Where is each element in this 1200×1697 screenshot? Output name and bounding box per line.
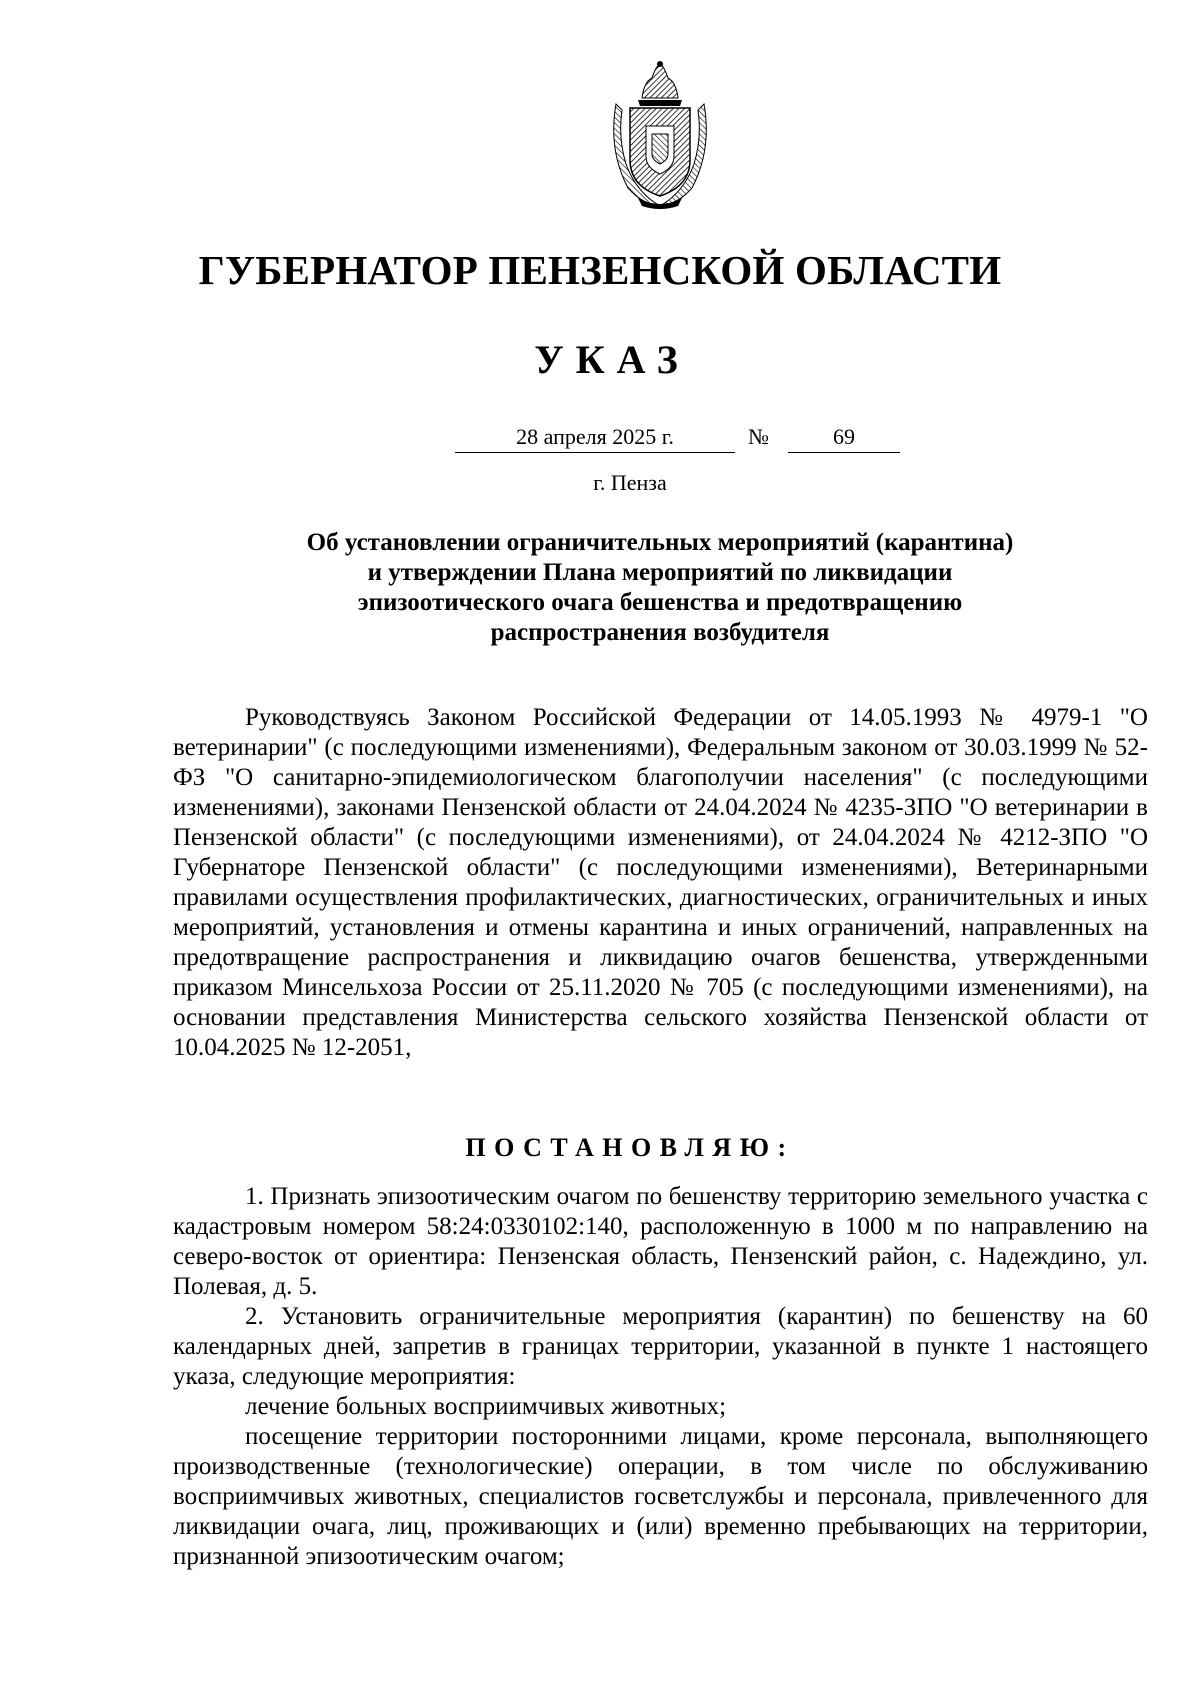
document-date: 28 апреля 2025 г. bbox=[455, 424, 735, 453]
coat-of-arms-emblem bbox=[608, 60, 712, 210]
item-paragraph: лечение больных восприимчивых животных; bbox=[245, 1393, 727, 1420]
document-city: г. Пенза bbox=[593, 470, 667, 495]
item-paragraph: посещение территории посторонними лицами, кроме персонала, выполняющего производственные (технологические) операции, в том числе по обслуживанию восприимчивых животных, специалистов госветслужбы и персонала, привлеченного для ликвидации очага, лиц, проживающих и (или) временно пребывающих на территории, признанной эпизоотическим очагом; bbox=[173, 1423, 1148, 1570]
title-line: и утверждении Плана мероприятий по ликвидации bbox=[367, 559, 953, 586]
item-paragraph: 2. Установить ограничительные мероприятия (карантин) по бешенству на 60 календарных дней, запретив в границах территории, указанной в пункте 1 настоящего указа, следующие мероприятия: bbox=[173, 1303, 1148, 1390]
title-line: эпизоотического очага бешенства и предотвращению bbox=[357, 589, 963, 616]
document-title bbox=[200, 528, 1120, 648]
number-sign: № bbox=[748, 424, 769, 449]
preamble-block bbox=[173, 703, 1148, 1063]
preamble-paragraph: Руководствуясь Законом Российской Федерации от 14.05.1993 № 4979-1 "О ветеринарии" (с последующими изменениями), Федеральным законом от 30.03.1999 № 52-ФЗ "О санитарно-эпидемиологическом благополучии населения" (с последующими изменениями), законами Пензенской области от 24.04.2024 № 4235-ЗПО "О ветеринарии в Пензенской области" (с последующими изменениями), от 24.04.2024 № 4212-ЗПО "О Губернаторе Пензенской области" (с последующими изменениями), Ветеринарными правилами осуществления профилактических, диагностических, ограничительных и иных мероприятий, установления и отмены карантина и иных ограничений, направленных на предотвращение распространения и ликвидацию очагов бешенства, утвержденными приказом Минсельхоза России от 25.11.2020 № 705 (с последующими изменениями), на основании представления Министерства сельского хозяйства Пензенской области от 10.04.2025 № 12-2051, bbox=[173, 704, 1148, 1061]
title-line: распространения возбудителя bbox=[490, 619, 830, 646]
document-number: 69 bbox=[788, 424, 900, 453]
date-number-row bbox=[0, 424, 1200, 458]
title-line: Об установлении ограничительных мероприятий (карантина) bbox=[306, 529, 1014, 556]
decree-items bbox=[173, 1182, 1148, 1572]
issuer-heading: ГУБЕРНАТОР ПЕНЗЕНСКОЙ ОБЛАСТИ bbox=[198, 247, 1002, 293]
document-type-heading: УКАЗ bbox=[534, 337, 690, 382]
decree-heading: ПОСТАНОВЛЯЮ: bbox=[465, 1133, 795, 1162]
item-paragraph: 1. Признать эпизоотическим очагом по бешенству территорию земельного участка с кадастровым номером 58:24:0330102:140, расположенную в 1000 м по направлению на северо-восток от ориентира: Пензенская область, Пензенский район, с. Надеждино, ул. Полевая, д. 5. bbox=[173, 1183, 1148, 1300]
